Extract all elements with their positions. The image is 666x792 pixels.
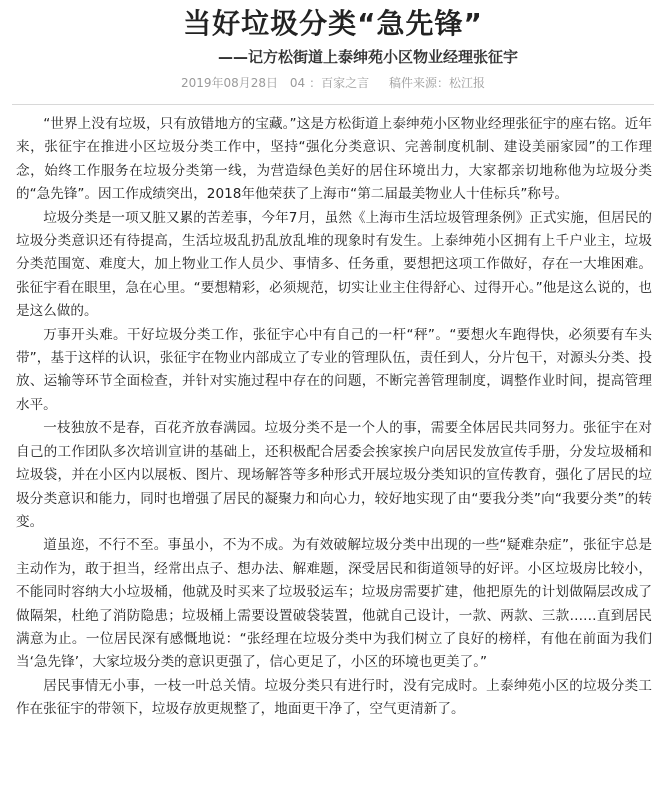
paragraph: 一枝独放不是春，百花齐放春满园。垃圾分类不是一个人的事，需要全体居民共同努力。张征宇在对自己的工作团队多次培训宣讲的基础上，还积极配合居委会挨家挨户向居民发放宣传手册，分发垃圾桶和垃圾袋，并在小区内以展板、图片、现场解答等多种形式开展垃圾分类知识的宣传教育，强化了居民的垃圾分类意识和能力，同时也增强了居民的凝聚力和向心力，较好地实现了由“要我分类”向“我要分类”的转变。 <box>16 420 652 530</box>
page-number: 04 <box>289 76 306 90</box>
article-title: 当好垃圾分类“急先锋” <box>183 7 483 40</box>
article-subtitle: ——记方松街道上泰绅苑小区物业经理张征宇 <box>217 48 518 66</box>
paragraph: 垃圾分类是一项又脏又累的苦差事，今年7月，虽然《上海市生活垃圾管理条例》正式实施，但居民的垃圾分类意识还有待提高，生活垃圾乱扔乱放乱堆的现象时有发生。上泰绅苑小区拥有上千户业主，垃圾分类范围宽、难度大，加上物业工作人员少、事情多、任务重，要想把这项工作做好，存在一大堆困难。张征宇看在眼里，急在心里。“要想精彩，必须规范，切实让业主住得舒心、过得开心。”他是这么说的，也是这么做的。 <box>16 209 652 320</box>
article-meta <box>0 74 666 92</box>
paragraph: 道虽迩，不行不至。事虽小，不为不成。为有效破解垃圾分类中出现的一些“疑难杂症”，张征宇总是主动作为，敢于担当，经常出点子、想办法、解难题，深受居民和街道领导的好评。小区垃圾房比较小，不能同时容纳大小垃圾桶，他就及时买来了垃圾驳运车；垃圾房需要扩建，他把原先的计划做隔层改成了做隔架，杜绝了消防隐患；垃圾桶上需要设置破袋装置，他就自己设计，一款、两款、三款……直到居民满意为止。一位居民深有感慨地说：“张经理在垃圾分类中为我们树立了良好的榜样，有他在前面为我们当‘急先锋’，大家垃圾分类的意识更强了，信心更足了，小区的环境也更美了。” <box>16 537 652 671</box>
paragraph: “世界上没有垃圾，只有放错地方的宝藏。”这是方松街道上泰绅苑小区物业经理张征宇的座右铭。近年来，张征宇在推进小区垃圾分类工作中，坚持“强化分类意识、完善制度机制、建设美丽家园”的工作理念，始终工作服务在垃圾分类第一线，为营造绿色美好的居住环境出力，大家都亲切地称他为垃圾分类的“急先锋”。因工作成绩突出，2018年他荣获了上海市“第二届最美物业人十佳标兵”称号。 <box>16 116 652 203</box>
article-source: 稿件来源：松江报 <box>389 76 486 90</box>
header-divider <box>12 104 654 105</box>
section-name: ：百家之言 <box>309 76 370 90</box>
article-header <box>0 0 666 92</box>
publish-date: 2019年08月28日 <box>180 76 279 90</box>
paragraph: 万事开头难。干好垃圾分类工作，张征宇心中有自己的一杆“秤”。“要想火车跑得快，必须要有车头带”，基于这样的认识，张征宇在物业内部成立了专业的管理队伍，责任到人，分片包干，对源头分类、投放、运输等环节全面检查，并针对实施过程中存在的问题，不断完善管理制度，调整作业时间，提高管理水平。 <box>16 326 652 413</box>
paragraph: 居民事情无小事，一枝一叶总关情。垃圾分类只有进行时，没有完成时。上泰绅苑小区的垃圾分类工作在张征宇的带领下，垃圾存放更规整了，地面更干净了，空气更清新了。 <box>16 677 652 718</box>
article-body <box>16 113 652 722</box>
